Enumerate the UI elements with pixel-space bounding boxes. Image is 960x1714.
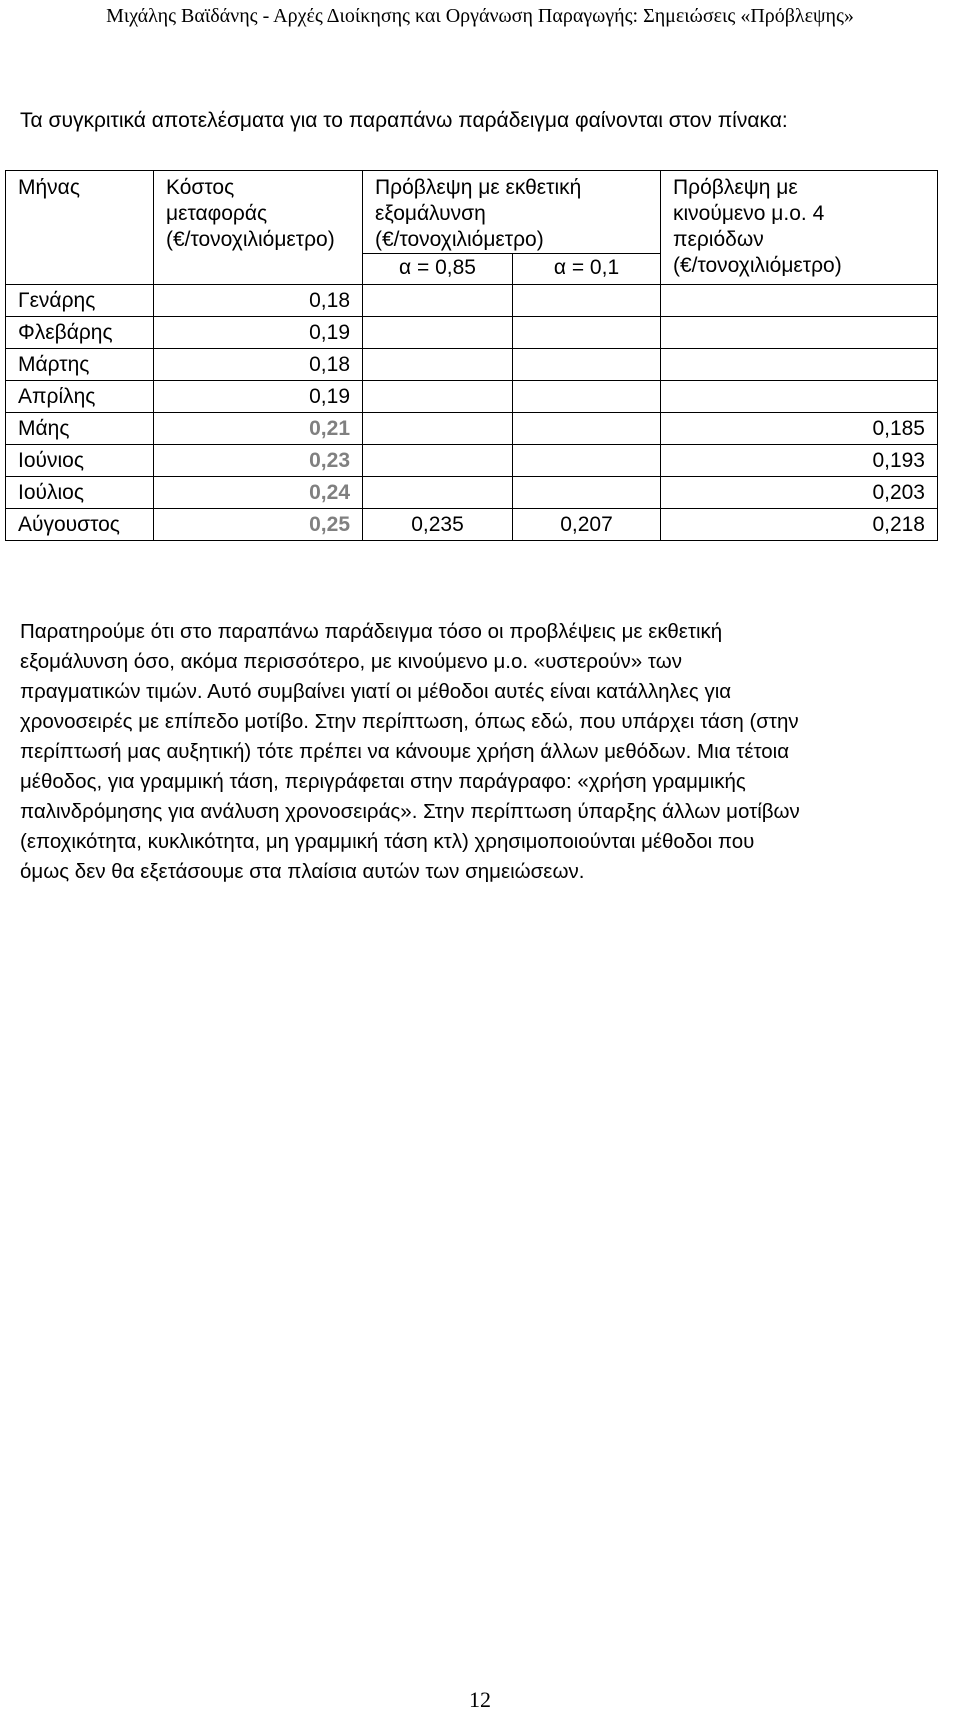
paragraph-line: (εποχικότητα, κυκλικότητα, μη γραμμική τάση κτλ) χρησιμοποιούνται μέθοδοι που [20,830,755,853]
discussion-paragraph [20,617,940,887]
table-row [6,413,938,445]
table-row [6,317,938,349]
table-row [6,477,938,509]
cost-cell: 0,21 [154,413,363,445]
page-number: 12 [469,1687,491,1712]
month-cell: Ιούνιος [6,445,154,477]
header-alpha-085: α = 0,85 [363,254,513,285]
forecast-alpha-085-cell [363,381,513,413]
paragraph-line: μέθοδος, για γραμμική τάση, περιγράφεται στην παράγραφο: «χρήση γραμμικής [20,770,746,793]
forecast-alpha-01-cell [513,381,661,413]
forecast-alpha-085-cell [363,445,513,477]
cost-cell: 0,25 [154,509,363,541]
forecast-alpha-01-cell [513,445,661,477]
paragraph-line: παλινδρόμησης για ανάλυση χρονοσειράς». Στην περίπτωση ύπαρξης άλλων μοτίβων [20,800,800,823]
moving-average-cell: 0,203 [661,477,938,509]
forecast-alpha-01-cell [513,413,661,445]
forecast-alpha-01-cell [513,317,661,349]
month-cell: Απρίλης [6,381,154,413]
paragraph-line: όμως δεν θα εξετάσουμε στα πλαίσια αυτών των σημειώσεων. [20,860,585,883]
moving-average-cell [661,349,938,381]
header-moving-average: Πρόβλεψη με κινούμενο μ.ο. 4 περιόδων (€/τονοχιλιόμετρο) [661,171,938,285]
header-month: Μήνας [6,171,154,285]
forecast-alpha-085-cell: 0,235 [363,509,513,541]
forecast-alpha-085-cell [363,349,513,381]
moving-average-cell: 0,185 [661,413,938,445]
intro-sentence: Τα συγκριτικά αποτελέσματα για το παραπάνω παράδειγμα φαίνονται στον πίνακα: [20,109,788,132]
forecast-alpha-01-cell [513,477,661,509]
moving-average-cell [661,285,938,317]
cost-cell: 0,19 [154,317,363,349]
paragraph-line: Παρατηρούμε ότι στο παραπάνω παράδειγμα τόσο οι προβλέψεις με εκθετική [20,620,723,643]
cost-cell: 0,24 [154,477,363,509]
moving-average-cell [661,381,938,413]
header-exponential-smoothing: Πρόβλεψη με εκθετική εξομάλυνση (€/τονοχιλιόμετρο) [363,171,661,254]
cost-cell: 0,23 [154,445,363,477]
paragraph-line: χρονοσειρές με επίπεδο μοτίβο. Στην περίπτωση, όπως εδώ, που υπάρχει τάση (στην [20,710,799,733]
month-cell: Αύγουστος [6,509,154,541]
forecast-alpha-085-cell [363,477,513,509]
forecast-alpha-01-cell [513,349,661,381]
month-cell: Γενάρης [6,285,154,317]
month-cell: Ιούλιος [6,477,154,509]
forecast-alpha-085-cell [363,285,513,317]
month-cell: Μάης [6,413,154,445]
forecast-alpha-085-cell [363,317,513,349]
running-header: Μιχάλης Βαϊδάνης - Αρχές Διοίκησης και Οργάνωση Παραγωγής: Σημειώσεις «Πρόβλεψης» [106,5,854,27]
paragraph-line: εξομάλυνση όσο, ακόμα περισσότερο, με κινούμενο μ.ο. «υστερούν» των [20,650,682,673]
paragraph-line: περίπτωσή μας αυξητική) τότε πρέπει να κάνουμε χρήση άλλων μεθόδων. Μια τέτοια [20,740,790,763]
forecast-alpha-085-cell [363,413,513,445]
header-alpha-01: α = 0,1 [513,254,661,285]
table-row [6,509,938,541]
comparison-table [5,170,938,541]
month-cell: Φλεβάρης [6,317,154,349]
moving-average-cell: 0,193 [661,445,938,477]
forecast-alpha-01-cell: 0,207 [513,509,661,541]
table-row [6,285,938,317]
cost-cell: 0,18 [154,285,363,317]
table-row [6,445,938,477]
month-cell: Μάρτης [6,349,154,381]
table-row [6,381,938,413]
moving-average-cell: 0,218 [661,509,938,541]
cost-cell: 0,19 [154,381,363,413]
table-row [6,349,938,381]
header-cost: Κόστος μεταφοράς (€/τονοχιλιόμετρο) [154,171,363,285]
paragraph-line: πραγματικών τιμών. Αυτό συμβαίνει γιατί οι μέθοδοι αυτές είναι κατάλληλες για [20,680,732,703]
cost-cell: 0,18 [154,349,363,381]
forecast-alpha-01-cell [513,285,661,317]
moving-average-cell [661,317,938,349]
